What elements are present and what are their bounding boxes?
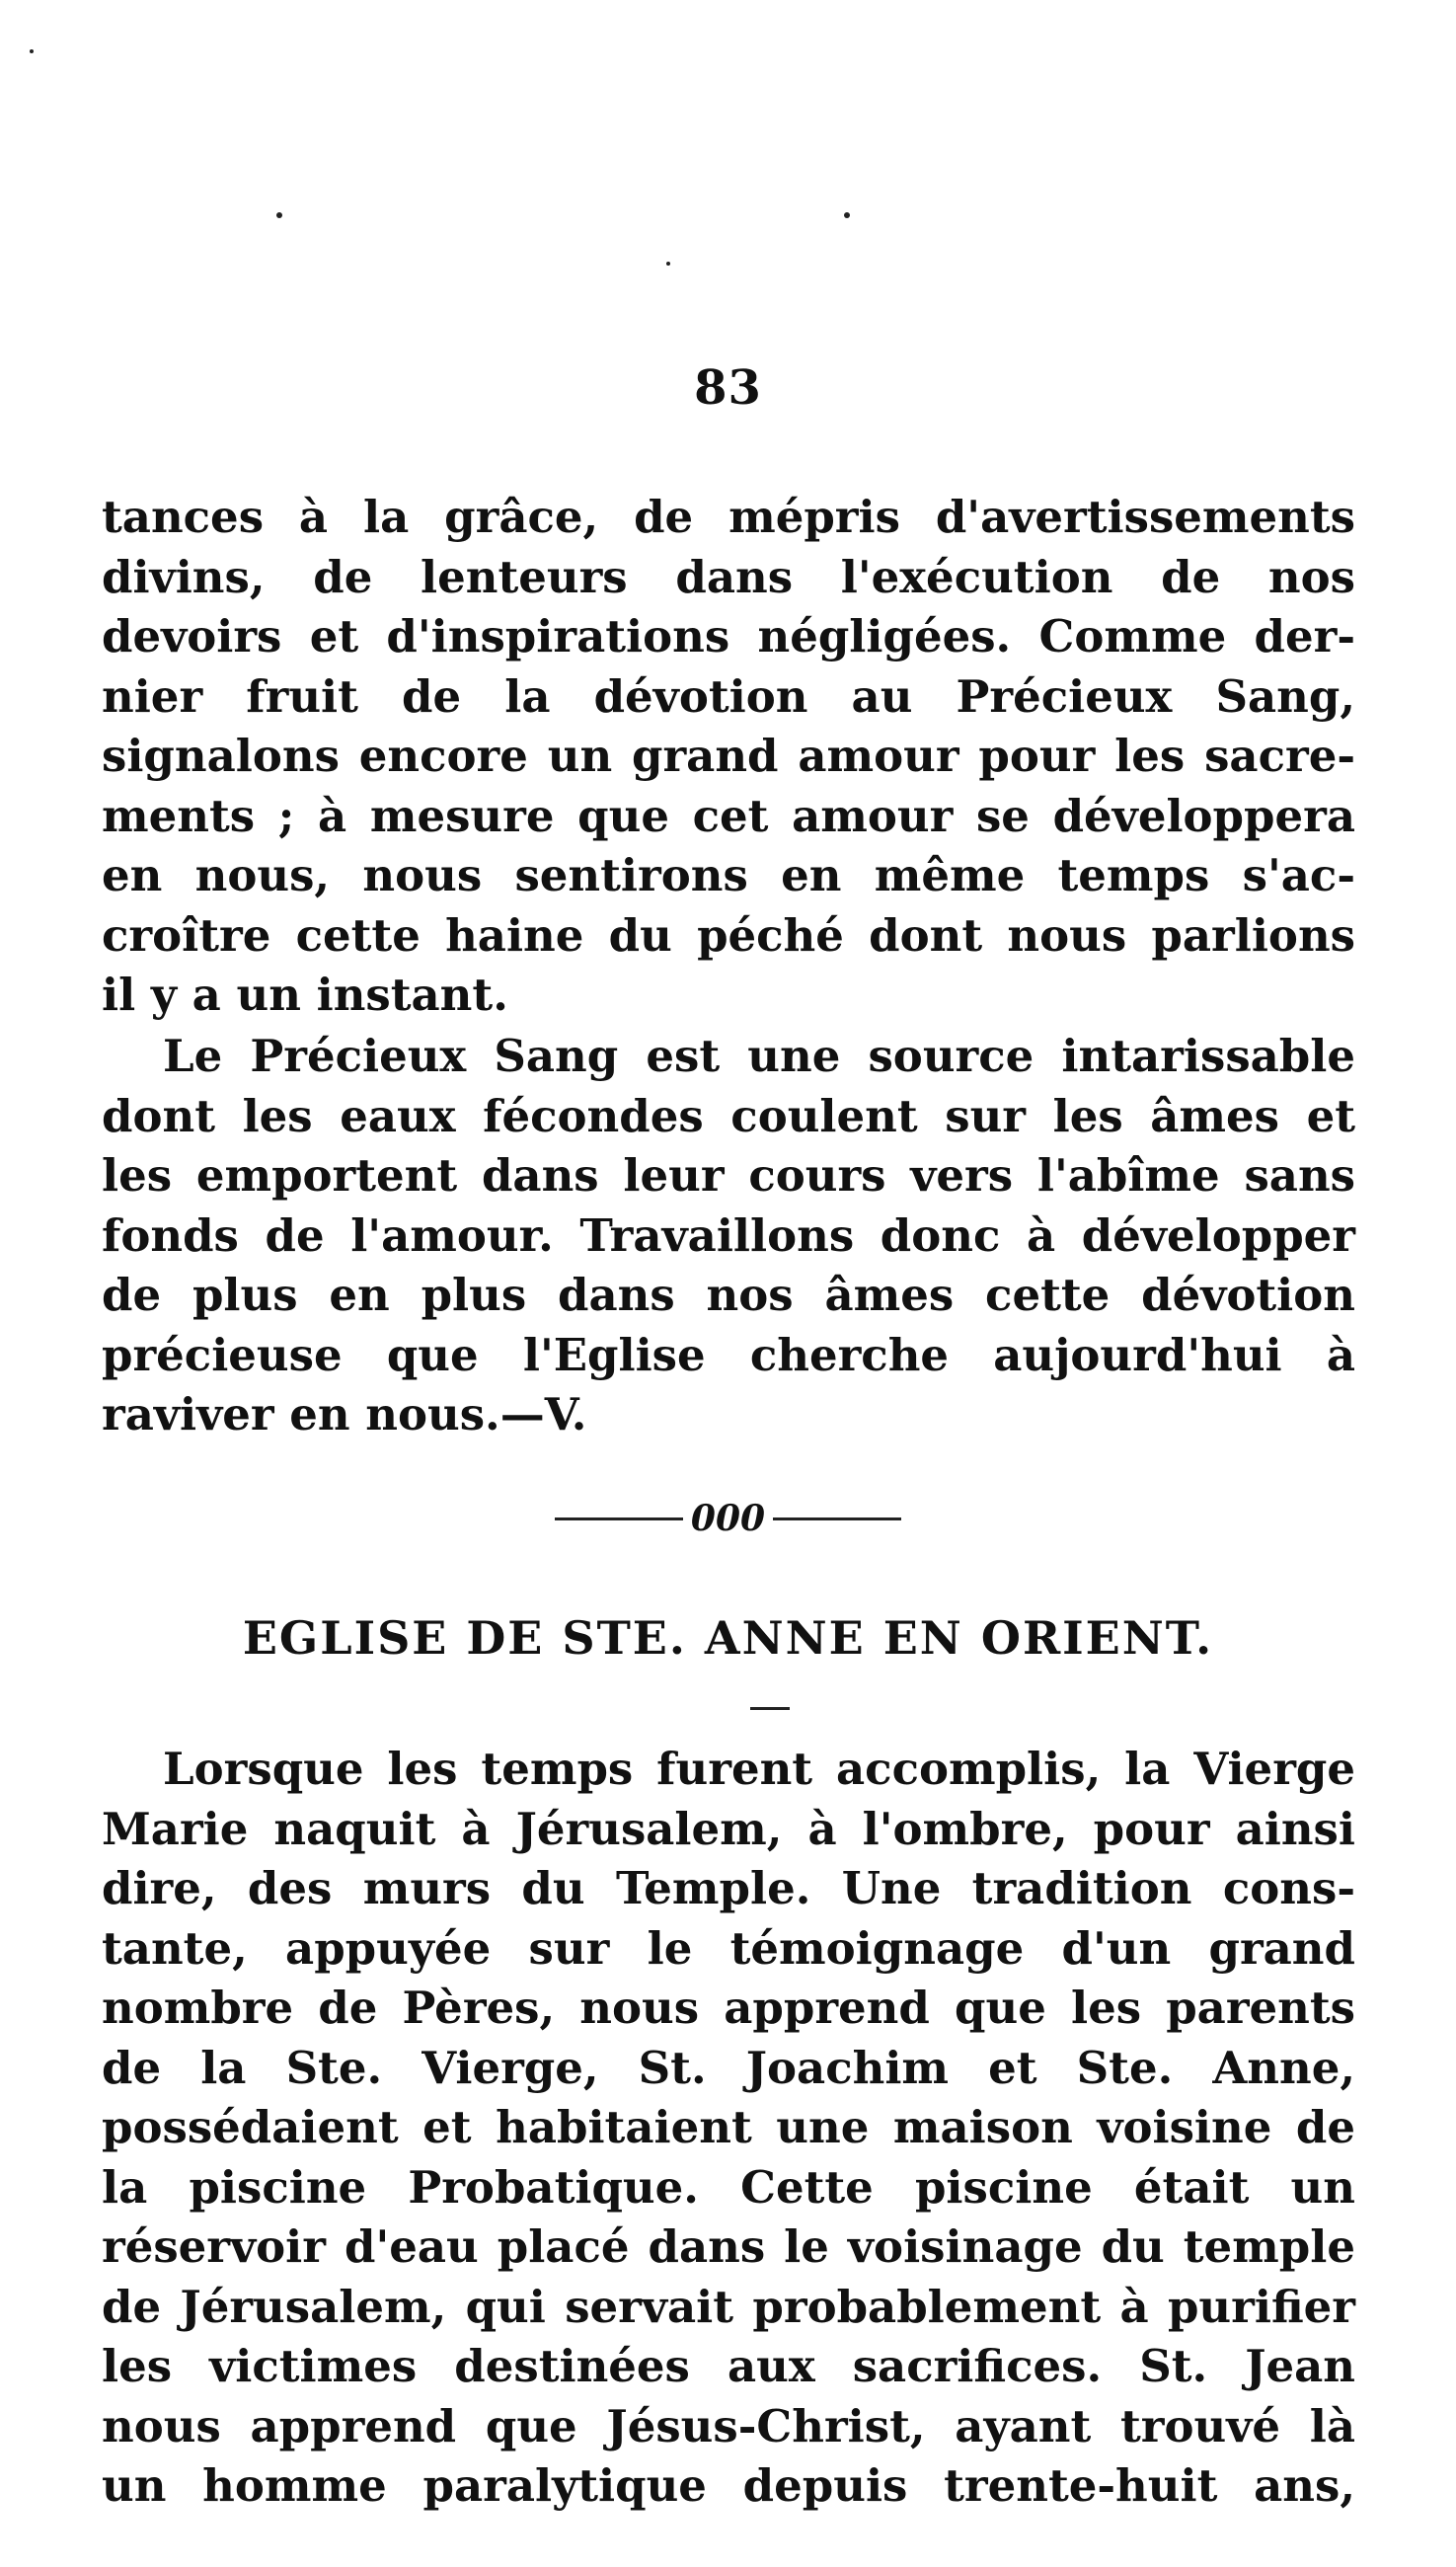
paragraph <box>102 1740 1355 2517</box>
separator-rule <box>555 1517 683 1520</box>
text-line: de Jérusalem, qui servait probablement à purifier <box>102 2280 1355 2333</box>
separator-rule <box>773 1517 901 1520</box>
page-number: 83 <box>694 360 762 416</box>
text-line: possédaient et habitaient une maison voisine de <box>102 2101 1355 2153</box>
text-line: Lorsque les temps furent accomplis, la Vierge <box>163 1743 1355 1795</box>
text-line: les victimes destinées aux sacrifices. St. Jean <box>102 2340 1355 2392</box>
text-line: de la Ste. Vierge, St. Joachim et Ste. Anne, <box>102 2041 1355 2094</box>
text-line: dont les eaux fécondes coulent sur les âmes et <box>102 1089 1355 1142</box>
text-line: les emportent dans leur cours vers l'abîme sans <box>102 1149 1355 1202</box>
text-line: il y a un instant. <box>102 969 508 1021</box>
text-line: nous apprend que Jésus-Christ, ayant trouvé là <box>102 2399 1355 2452</box>
text-line: réservoir d'eau placé dans le voisinage du temple <box>102 2220 1355 2273</box>
print-speck <box>666 262 670 266</box>
text-line: tante, appuyée sur le témoignage d'un grand <box>102 1921 1355 1975</box>
separator-mark: 000 <box>690 1498 766 1539</box>
print-speck <box>276 212 282 218</box>
text-line: signalons encore un grand amour pour les sacre- <box>102 730 1355 782</box>
text-line: nier fruit de la dévotion au Précieux Sang, <box>102 669 1355 723</box>
text-line: Marie naquit à Jérusalem, à l'ombre, pour ainsi <box>102 1802 1355 1855</box>
text-line: tances à la grâce, de mépris d'avertissements <box>102 491 1355 543</box>
text-line: précieuse que l'Eglise cherche aujourd'hui à <box>102 1328 1355 1381</box>
text-line: Le Précieux Sang est une source intarissable <box>163 1030 1355 1082</box>
section-separator <box>0 1498 1456 1539</box>
text-line: un homme paralytique depuis trente-huit ans, <box>102 2459 1355 2512</box>
paragraph <box>102 1027 1355 1445</box>
text-line: divins, de lenteurs dans l'exécution de nos <box>102 550 1355 603</box>
heading-rule <box>750 1707 790 1710</box>
text-line: en nous, nous sentirons en même temps s'ac- <box>102 849 1355 901</box>
text-line: dire, des murs du Temple. Une tradition cons- <box>102 1862 1355 1914</box>
section-heading: EGLISE DE STE. ANNE EN ORIENT. <box>242 1611 1214 1665</box>
text-line: nombre de Pères, nous apprend que les parents <box>102 1982 1355 2034</box>
text-line: fonds de l'amour. Travaillons donc à développer <box>102 1208 1355 1262</box>
print-speck <box>30 49 34 53</box>
text-line: devoirs et d'inspirations négligées. Comme der- <box>102 610 1355 662</box>
text-line: raviver en nous.—V. <box>102 1388 587 1440</box>
text-line: de plus en plus dans nos âmes cette dévotion <box>102 1269 1355 1321</box>
text-line: ments ; à mesure que cet amour se développera <box>102 789 1355 842</box>
paragraph-continuation <box>102 488 1355 1026</box>
print-speck <box>844 212 850 218</box>
text-line: croître cette haine du péché dont nous parlions <box>102 908 1355 962</box>
text-line: la piscine Probatique. Cette piscine était un <box>102 2160 1355 2214</box>
